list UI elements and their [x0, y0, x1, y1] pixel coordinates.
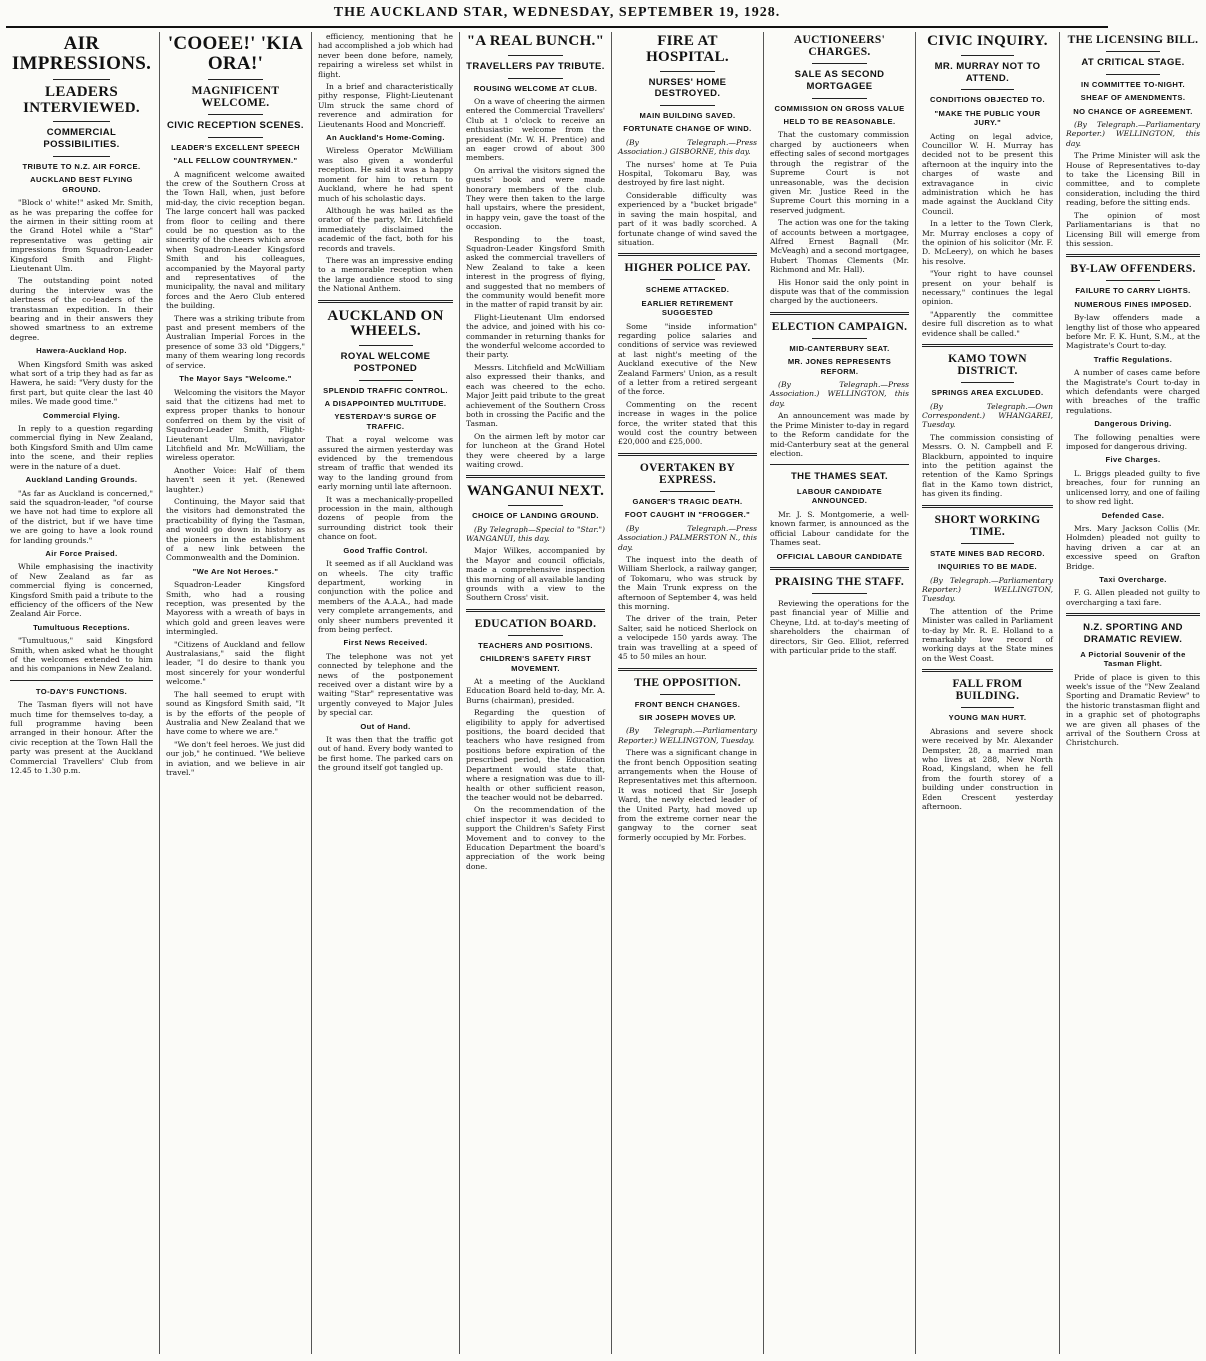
article-paragraph: His Honor said the only point in dispute was that of the commission charged by the auctioneers. [770, 277, 909, 306]
deck-scheme: SCHEME ATTACKED. [645, 285, 730, 295]
section-heading: Good Traffic Control. [343, 545, 428, 555]
article-paragraph: That the customary commission charged by auctioneers when effecting sales of second mortgages through the registrar of the Supreme Court is not unreasonable, was the decision given Mr. Justice Reed in the Supreme Court this morning in a reserved judgment. [770, 130, 909, 215]
headline-auctioneers: AUCTIONEERS' CHARGES. [793, 34, 886, 59]
section-heading: TO-DAY'S FUNCTIONS. [35, 686, 128, 696]
article-paragraph: Although he was hailed as the orator of the party, Mr. Litchfield immediately disclaimed the academic of the fact, both for his records and travels. [318, 205, 453, 253]
deck-commission: COMMISSION ON GROSS VALUE [774, 103, 905, 113]
column-8 [1060, 32, 1206, 1354]
article-paragraph: F. G. Allen pleaded not guilty to overcharging a taxi fare. [1066, 588, 1200, 607]
subhead-sporting-review: N.Z. SPORTING AND DRAMATIC REVIEW. [1083, 622, 1183, 645]
article-paragraph: Flight-Lieutenant Ulm endorsed the advice, and joined with his co-commander in returning thanks for the wonderful welcome accorded to their party. [466, 312, 605, 360]
article-paragraph: In reply to a question regarding commercial flying in New Zealand, both Kingsford Smith and Ulm came into the scene, and their replies were in the nature of a duet. [10, 424, 153, 471]
deck-amendments: SHEAF OF AMENDMENTS. [1080, 93, 1186, 103]
subhead-murray: MR. MURRAY NOT TO ATTEND. [934, 60, 1041, 84]
deck-countrymen: "ALL FELLOW COUNTRYMEN." [173, 156, 298, 166]
article-paragraph: Pride of place is given to this week's issue of the "New Zealand Sporting and Dramatic Review" to the historic transtasman flight and in a graphic set of photographs we are given all phases of the arrival of the Southern Cross at Christchurch. [1066, 672, 1200, 748]
section-heading: The Mayor Says "Welcome." [179, 374, 292, 384]
subhead-second-mortgagee: SALE AS SECOND MORTGAGEE [794, 69, 885, 92]
headline-overtaken: OVERTAKEN BY EXPRESS. [639, 461, 736, 486]
dateline: (By Telegraph.—Press Association.) GISBORNE, this day. [618, 137, 757, 157]
newspaper-page [4, 32, 1200, 1354]
deck-mid-canterbury: MID-CANTERBURY SEAT. [789, 343, 890, 353]
dateline: (By Telegraph.—Press Association.) PALMERSTON N., this day. [618, 523, 757, 552]
article-paragraph: The opinion of most Parliamentarians is that no Licensing Bill will emerge from this session. [1066, 210, 1200, 248]
masthead [6, 0, 1108, 28]
article-paragraph: It seemed as if all Auckland was on wheels. The city traffic department, working in conjunction with the police and members of the A.A.A., had made very complete arrangements, and only sheer numbers prevented it from being perfect. [318, 559, 453, 634]
headline-auckland-wheels: AUCKLAND ON WHEELS. [327, 307, 444, 340]
headline-licensing: THE LICENSING BILL. [1067, 34, 1199, 46]
subhead-royal-welcome: ROYAL WELCOME POSTPONED [340, 351, 431, 374]
section-heading: Traffic Regulations. [1093, 354, 1173, 364]
headline-opposition: THE OPPOSITION. [634, 676, 741, 689]
column-1 [4, 32, 160, 1354]
article-paragraph: The hall seemed to erupt with sound as Kingsford Smith said, "It is by the efforts of the people of Australia and New Zealand that we have come to where we are." [166, 689, 305, 737]
article-paragraph: The nurses' home at Te Puia Hospital, Tokomaru Bay, was destroyed by fire last night. [618, 159, 757, 188]
article-paragraph: The outstanding point noted during the interview was the alertness of the co-leaders of the transtasman expedition. In their bearing and in their answers they showed smartness to an extreme degree. [10, 276, 153, 342]
article-paragraph: Squadron-Leader Kingsford Smith, who had a rousing reception, was presented by the Mayoress with a wreath of bays in which gold and green leaves were intermingled. [166, 580, 305, 637]
subhead-critical: AT CRITICAL STAGE. [1081, 57, 1185, 69]
article-paragraph: On the airmen left by motor car for luncheon at the Grand Hotel they were cheered by a large waiting crowd. [466, 431, 605, 469]
section-heading: First News Received. [343, 638, 428, 648]
subhead-travellers: TRAVELLERS PAY TRIBUTE. [466, 60, 605, 72]
article-paragraph: Wireless Operator McWilliam was also given a wonderful reception. He said it was a happy moment for him to return to Auckland, where he had spent much of his scholastic days. [318, 146, 453, 203]
article-paragraph: Commenting on the recent increase in wages in the police force, the writer stated that this would cost the country between £20,000 and £25,000. [618, 399, 757, 447]
article-paragraph: On a wave of cheering the airmen entered the Commercial Travellers' Club at 1 o'clock to receive an enthusiastic welcome from the president (Mr. W. H. Prentice) and an eager crowd of about 300 members. [466, 96, 605, 163]
dateline: (By Telegraph—Special to "Star.") WANGANUI, this day. [466, 524, 605, 543]
deck-official-labour: OFFICIAL LABOUR CANDIDATE [776, 551, 903, 561]
deck-no-agreement: NO CHANCE OF AGREEMENT. [1073, 106, 1193, 116]
article-paragraph: There was a significant change in the front bench Opposition seating arrangements when the House of Representatives met this afternoon. It was noticed that Sir Joseph Ward, the newly elected leader of the United Party, had moved up from the extreme corner near the gangway to the corner seat formerly occupied by Mr. Forbes. [618, 748, 757, 842]
deck-front-bench: FRONT BENCH CHANGES. [634, 699, 741, 709]
deck-main-building: MAIN BUILDING SAVED. [639, 111, 736, 121]
deck-teachers: TEACHERS AND POSITIONS. [478, 640, 593, 650]
headline-police-pay: HIGHER POLICE PAY. [624, 262, 751, 275]
headline-kamo: KAMO TOWN DISTRICT. [948, 353, 1027, 378]
deck-traffic-control: SPLENDID TRAFFIC CONTROL. [323, 385, 448, 395]
section-heading: Auckland Landing Grounds. [25, 475, 138, 485]
section-heading: Tumultuous Receptions. [33, 622, 130, 632]
article-paragraph: "We don't feel heroes. We just did our job," he continued. "We believe in aviation, and we believe in air travel." [166, 739, 305, 777]
article-paragraph: Responding to the toast, Squadron-Leader Kingsford Smith asked the commercial travellers of New Zealand to take a keen interest in the progress of flying, and suggested that no members of the community would benefit more in the matter of rapid transit by air. [466, 234, 605, 310]
article-paragraph: The action was one for the taking of accounts between a mortgagee, Alfred Ernest Bagnall (Mr. McVeagh) and a second mortgagee, Hubert Thomas Clements (Mr. Richmond and Mr. Hall). [770, 218, 909, 275]
article-paragraph: The telephone was not yet connected by telephone and the news of the postponement received over a distant wire by a waiting "Star" representative was urgently conveyed to Major Jules by special car. [318, 651, 453, 718]
deck-ganger: GANGER'S TRAGIC DEATH. [632, 497, 743, 506]
dateline: (By Telegraph.—Own Correspondent.) WHANGAREI, Tuesday. [922, 401, 1053, 430]
deck-state-mines: STATE MINES BAD RECORD. [930, 548, 1045, 558]
article-paragraph: On arrival the visitors signed the guests' book and were made honorary members of the club. They were then taken to the large hall upstairs, where the president, in happy vein, gave the toast of the occasion. [466, 165, 605, 232]
article-paragraph: efficiency, mentioning that he had accomplished a job which had never been done before, namely, repairing a wireless set whilst in flight. [318, 32, 453, 79]
headline-wanganui: WANGANUI NEXT. [466, 483, 605, 500]
article-paragraph: The commission consisting of Messrs. O. N. Campbell and F. Blackburn, appointed to inquire into the petition against the retention of the Kamo Springs flat in the Kamo town district, has given its finding. [922, 432, 1053, 499]
article-paragraph: The driver of the train, Peter Salter, said he noticed Sherlock on a velocipede 150 yards away. The train was travelling at a speed of 45 to 50 miles an hour. [618, 614, 757, 662]
subhead-nurses-home: NURSES' HOME DESTROYED. [648, 76, 727, 100]
deck-inquiries: INQUIRIES TO BE MADE. [938, 562, 1037, 572]
article-paragraph: Regarding the question of eligibility to apply for advertised positions, the board decided that teachers who have resigned from positions before expiration of the prescribed period, the Education Department would state that, where a resignation was due to ill-health or other sufficient reason, the teacher would not be debarred. [466, 708, 605, 802]
deck-retirement: EARLIER RETIREMENT SUGGESTED [641, 298, 734, 318]
deck-jury: "MAKE THE PUBLIC YOUR JURY." [934, 108, 1041, 128]
article-paragraph: Abrasions and severe shock were received by Mr. Alexander Dempster, 28, a married man who lives at 288, New North Road, Kingsland, when he fell from the fourth storey of a building under construction in Eden Crescent yesterday afternoon. [922, 726, 1053, 811]
headline-cooee: 'COOEE!' 'KIA ORA!' [167, 33, 304, 74]
dateline: (By Telegraph.—Press Association.) WELLINGTON, this day. [770, 380, 909, 408]
subhead-magnificent: MAGNIFICENT WELCOME. [191, 84, 280, 109]
headline-fire-hospital: FIRE AT HOSPITAL. [646, 33, 729, 65]
headline-election: ELECTION CAMPAIGN. [771, 320, 908, 333]
section-heading: Dangerous Driving. [1094, 419, 1172, 429]
article-paragraph: It was a mechanically-propelled procession in the main, although dozens of people from the surrounding district took their chance on foot. [318, 494, 453, 542]
deck-sir-joseph: SIR JOSEPH MOVES UP. [639, 712, 736, 722]
deck-speech: LEADER'S EXCELLENT SPEECH [171, 142, 300, 152]
article-paragraph: There was a striking tribute from past and present members of the Australian Imperial Forces in the presence of some 33 old "Diggers," many of them wearing long records of service. [166, 313, 305, 370]
article-paragraph: In a brief and characteristically pithy response, Flight-Lieutenant Ulm struck the same chord of reverence and admiration for Lieutenants Hood and Moncrieff. [318, 82, 453, 129]
article-paragraph: When Kingsford Smith was asked what sort of a trip they had as far as Hawera, he said: "Very dusty for the first part, but quite clear the last 40 miles. We made good time." [10, 359, 153, 407]
deck-labour: LABOUR CANDIDATE ANNOUNCED. [796, 487, 883, 506]
deck-lights: FAILURE TO CARRY LIGHTS. [1075, 286, 1191, 296]
headline-civic-inquiry: CIVIC INQUIRY. [927, 33, 1048, 49]
section-heading: Taxi Overcharge. [1099, 574, 1167, 584]
column-3 [312, 32, 460, 1354]
section-heading: An Auckland's Home-Coming. [326, 133, 445, 143]
headline-real-bunch: "A REAL BUNCH." [466, 33, 605, 49]
article-paragraph: A number of cases came before the Magistrate's Court to-day in which defendants were charged with breaches of the traffic regulations. [1066, 368, 1200, 415]
article-paragraph: Some "inside information" regarding police salaries and conditions of service was reviewed at last night's meeting of the Auckland executive of the New Zealand Farmers' Union, as a result of a letter from a retired sergeant of the force. [618, 321, 757, 397]
article-paragraph: The inquest into the death of William Sherlock, a railway ganger, of Tokomaru, who was struck by the Main Trunk express on the afternoon of September 4, was held this morning. [618, 555, 757, 612]
column-2 [160, 32, 312, 1354]
article-paragraph: The Prime Minister will ask the House of Representatives to-day to take the Licensing Bill in committee, and to complete consideration, including the third reading, before the sitting ends. [1066, 151, 1200, 208]
section-heading: Out of Hand. [360, 721, 411, 731]
deck-conditions: CONDITIONS OBJECTED TO. [930, 95, 1045, 105]
deck-landing-ground: CHOICE OF LANDING GROUND. [472, 511, 599, 521]
article-paragraph: While emphasising the inactivity of New Zealand as far as commercial flying is concerned, Kingsford Smith paid a tribute to the efficiency of the officers of the New Zealand Air Force. [10, 562, 153, 619]
section-heading: Hawera-Auckland Hop. [36, 346, 127, 356]
article-paragraph: Welcoming the visitors the Mayor said that the citizens had met to express proper thanks to honour conferred on them by the visit of Squadron-Leader Smith, Flight-Lieutenant Ulm, navigator Litchfield and Mr. McWilliam, the wireless operator. [166, 387, 305, 463]
headline-air-impressions: AIR IMPRESSIONS. [11, 33, 152, 74]
deck-committee: IN COMMITTEE TO-NIGHT. [1081, 79, 1185, 89]
headline-praising-staff: PRAISING THE STAFF. [774, 575, 905, 588]
deck-wind: FORTUNATE CHANGE OF WIND. [623, 124, 752, 134]
subhead-leaders-interviewed: LEADERS INTERVIEWED. [23, 83, 140, 116]
deck-best-ground: AUCKLAND BEST FLYING GROUND. [30, 175, 133, 194]
section-heading: Five Charges. [1105, 455, 1161, 465]
article-paragraph: An announcement was made by the Prime Minister to-day in regard to the Reform candidate for the mid-Canterbury seat at the general election. [770, 411, 909, 458]
article-paragraph: The attention of the Prime Minister was called in Parliament to-day by Mr. R. E. Holland to a remarkably low record of working days at the State mines on the West Coast. [922, 606, 1053, 663]
column-6 [764, 32, 916, 1354]
article-paragraph: Major Wilkes, accompanied by the Mayor and council officials, made a comprehensive inspection this morning of all available landing grounds with a view to the Southern Cross' visit. [466, 546, 605, 603]
article-paragraph: At a meeting of the Auckland Education Board held to-day, Mr. A. Burns (chairman), presided. [466, 677, 605, 705]
article-paragraph: The Tasman flyers will not have much time for themselves to-day, a full programme having been arranged in their honour. After the civic reception at the Town Hall the party was present at the Auckland Commercial Travellers' Club from 12.45 to 1.30 p.m. [10, 700, 153, 776]
article-paragraph: Reviewing the operations for the past financial year of Millie and Cheyne, Ltd. at to-day's meeting of shareholders the chairman of directors, Sir Geo. Elliot, referred with particular pride to the staff. [770, 598, 909, 656]
column-7 [916, 32, 1060, 1354]
article-paragraph: Messrs. Litchfield and McWilliam also expressed their thanks, and each was cheered to the echo. Major Jeitt paid tribute to the great achievement of the Southern Cross both in crossing the Pacific and the Tasman. [466, 362, 605, 429]
column-4 [460, 32, 612, 1354]
article-paragraph: "As far as Auckland is concerned," said the squadron-leader, "of course we have not had time to explore all of the district, but if we have time we are going to have a look round for landing grounds." [10, 488, 153, 545]
article-paragraph: The following penalties were imposed for dangerous driving. [1066, 432, 1200, 452]
section-heading: "We Are Not Heroes." [192, 566, 279, 576]
deck-rousing: ROUSING WELCOME AT CLUB. [473, 83, 598, 93]
deck-jones: MR. JONES REPRESENTS REFORM. [787, 357, 892, 376]
deck-young-man: YOUNG MAN HURT. [948, 713, 1027, 723]
column-5 [612, 32, 764, 1354]
deck-souvenir: A Pictorial Souvenir of the Tasman Flight. [1080, 649, 1186, 669]
deck-fines: NUMEROUS FINES IMPOSED. [1074, 299, 1192, 309]
article-paragraph: Mr. J. S. Montgomerie, a well-known farmer, is announced as the official Labour candidate for the Thames seat. [770, 509, 909, 548]
deck-safety-first: CHILDREN'S SAFETY FIRST MOVEMENT. [479, 654, 592, 673]
article-paragraph: There was an impressive ending to a memorable reception when the large audience stood to sing the National Anthem. [318, 255, 453, 294]
article-paragraph: "Citizens of Auckland and fellow Australasians," said the flight leader, "I do desire to thank you most sincerely for your wonderful welcome." [166, 639, 305, 687]
subhead-civic: CIVIC RECEPTION SCENES. [167, 120, 304, 131]
deck-surge: YESTERDAY'S SURGE OF TRAFFIC. [334, 412, 437, 431]
article-paragraph: "Apparently the committee desire full discretion as to what evidence shall be called." [922, 309, 1053, 338]
dateline: (By Telegraph.—Parliamentary Reporter.) WELLINGTON, Tuesday. [618, 726, 757, 745]
deck-springs: SPRINGS AREA EXCLUDED. [931, 388, 1044, 398]
article-paragraph: Mrs. Mary Jackson Collis (Mr. Holmden) pleaded not guilty to having driven a car at an excessive speed on Grafton Bridge. [1066, 523, 1200, 571]
subhead-commercial: COMMERCIAL POSSIBILITIES. [43, 127, 120, 151]
article-paragraph: A magnificent welcome awaited the crew of the Southern Cross at the Town Hall, when, just before mid-day, the civic reception began. The large concert hall was packed from floor to ceiling and there could be no question as to the sincerity of the cheers which arose when Squadron-Leader Kingsford Smith and his colleagues, accompanied by the Mayoral party and representatives of the municipality, the naval and military forces and the Aero Club entered the building. [166, 169, 305, 311]
deck-reasonable: HELD TO BE REASONABLE. [783, 117, 896, 127]
headline-education-board: EDUCATION BOARD. [474, 617, 597, 630]
article-paragraph: L. Briggs pleaded guilty to five breaches, four for running an unlicensed lorry, and one of failing to show red light. [1066, 468, 1200, 507]
article-paragraph: "Block o' white!" asked Mr. Smith, as he was preparing the coffee for the airmen in their sitting room at the Grand Hotel while a "Star" representative was getting air impressions from Squadron-Leader Kingsford Smith and Flight-Lieutenant Ulm. [10, 198, 153, 273]
dateline: (By Telegraph.—Parliamentary Reporter.) WELLINGTON, this day. [1066, 120, 1200, 148]
article-paragraph: Considerable difficulty was experienced by a "bucket brigade" in saving the main hospital, and part of it was badly scorched. A fortunate change of wind saved the situation. [618, 190, 757, 247]
section-heading: Defended Case. [1101, 510, 1165, 520]
deck-disappointed: A DISAPPOINTED MULTITUDE. [324, 399, 447, 408]
subhead-thames: THE THAMES SEAT. [790, 471, 888, 483]
article-paragraph: "Your right to have counsel present on your behalf is necessary," continues the legal opinion. [922, 269, 1053, 307]
article-paragraph: Acting on legal advice, Councillor W. H. Murray has decided not to be present this afternoon at the inquiry into the charges of waste and extravagance in civic administration which he has made against the Auckland City Council. [922, 131, 1053, 216]
headline-short-working: SHORT WORKING TIME. [934, 513, 1041, 538]
masthead-title: THE AUCKLAND STAR, WEDNESDAY, SEPTEMBER 19, 1928. [333, 5, 781, 20]
article-paragraph: In a letter to the Town Clerk, Mr. Murray encloses a copy of the opinion of his solicitor (Mr. F. D. McLeery), on which he bases his resolve. [922, 219, 1053, 266]
section-heading: Air Force Praised. [45, 548, 118, 558]
headline-fall: FALL FROM BUILDING. [952, 678, 1023, 703]
article-paragraph: Continuing, the Mayor said that the visitors had demonstrated the practicability of flying the Tasman, and would go down in history as the pioneers in the establishment of a new link between the Commonwealth and the Dominion. [166, 496, 305, 563]
deck-tribute: TRIBUTE TO N.Z. AIR FORCE. [22, 161, 141, 171]
dateline: (By Telegraph.—Parliamentary Reporter.) WELLINGTON, Tuesday. [922, 575, 1053, 604]
headline-bylaw: BY-LAW OFFENDERS. [1070, 263, 1196, 276]
deck-frogger: FOOT CAUGHT IN "FROGGER." [624, 510, 751, 520]
article-paragraph: On the recommendation of the chief inspector it was decided to support the Children's Safety First Movement and to convey to the Education Department the board's appreciation of the work being done. [466, 805, 605, 871]
article-paragraph: "Tumultuous," said Kingsford Smith, when asked what he thought of the welcomes extended to him and his companions in New Zealand. [10, 636, 153, 674]
article-paragraph: Another Voice: Half of them haven't seen it yet. (Renewed laughter.) [166, 465, 305, 494]
section-heading: Commercial Flying. [42, 410, 121, 420]
article-paragraph: It was then that the traffic got out of hand. Every body wanted to be first home. The parked cars on the ground itself got tangled up. [318, 735, 453, 773]
article-paragraph: That a royal welcome was assured the airmen yesterday was evidenced by the tremendous stream of traffic that wended its way to the landing ground from early morning until late afternoon. [318, 435, 453, 492]
article-paragraph: By-law offenders made a lengthy list of those who appeared before Mr. F. K. Hunt, S.M., at the Magistrate's Court to-day. [1066, 313, 1200, 351]
